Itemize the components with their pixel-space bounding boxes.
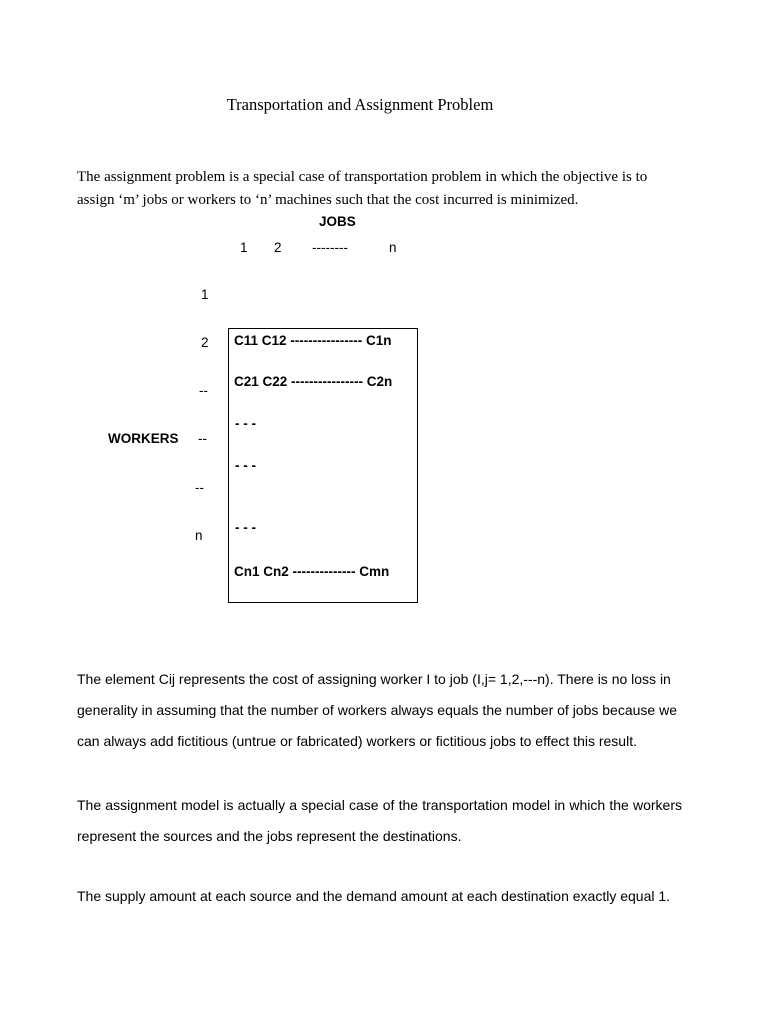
cost-matrix-box <box>228 328 418 603</box>
worker-label: -- <box>199 383 208 398</box>
job-label: 1 <box>240 240 248 255</box>
intro-paragraph: The assignment problem is a special case of transportation problem in which the objective is to assign ‘m’ jobs or workers to ‘n’ machines such that the cost incurred is minimized. <box>77 169 648 208</box>
matrix-row: C21 C22 ---------------- C2n <box>234 374 393 389</box>
supply-paragraph: The supply amount at each source and the demand amount at each destination exactly equal 1. <box>77 888 671 904</box>
page-title: Transportation and Assignment Problem <box>226 95 494 114</box>
workers-heading: WORKERS <box>108 431 179 446</box>
cij-paragraph: The element Cij represents the cost of assigning worker I to job (I,j= 1,2,---n). There is no loss in generality in assuming that the number of workers always equals the number of jobs because we can always add fictitious (untrue or fabricated) workers or fictitious jobs to effect this result. <box>77 671 677 749</box>
matrix-row: Cn1 Cn2 -------------- Cmn <box>234 564 390 579</box>
worker-label: 1 <box>201 287 209 302</box>
job-label: -------- <box>312 240 348 255</box>
worker-label: -- <box>195 480 204 495</box>
worker-label: n <box>195 528 203 543</box>
matrix-row: - - - <box>235 416 256 431</box>
worker-label: 2 <box>201 335 209 350</box>
job-label: 2 <box>274 240 282 255</box>
matrix-row: - - - <box>235 520 256 535</box>
matrix-row: C11 C12 ---------------- C1n <box>234 333 392 348</box>
worker-label: -- <box>198 431 207 446</box>
assignment-model-paragraph: The assignment model is actually a special case of the transportation model in which the workers represent the sources and the jobs represent the destinations. <box>77 797 682 844</box>
jobs-heading: JOBS <box>319 214 356 229</box>
matrix-row: - - - <box>235 458 256 473</box>
job-label: n <box>389 240 397 255</box>
